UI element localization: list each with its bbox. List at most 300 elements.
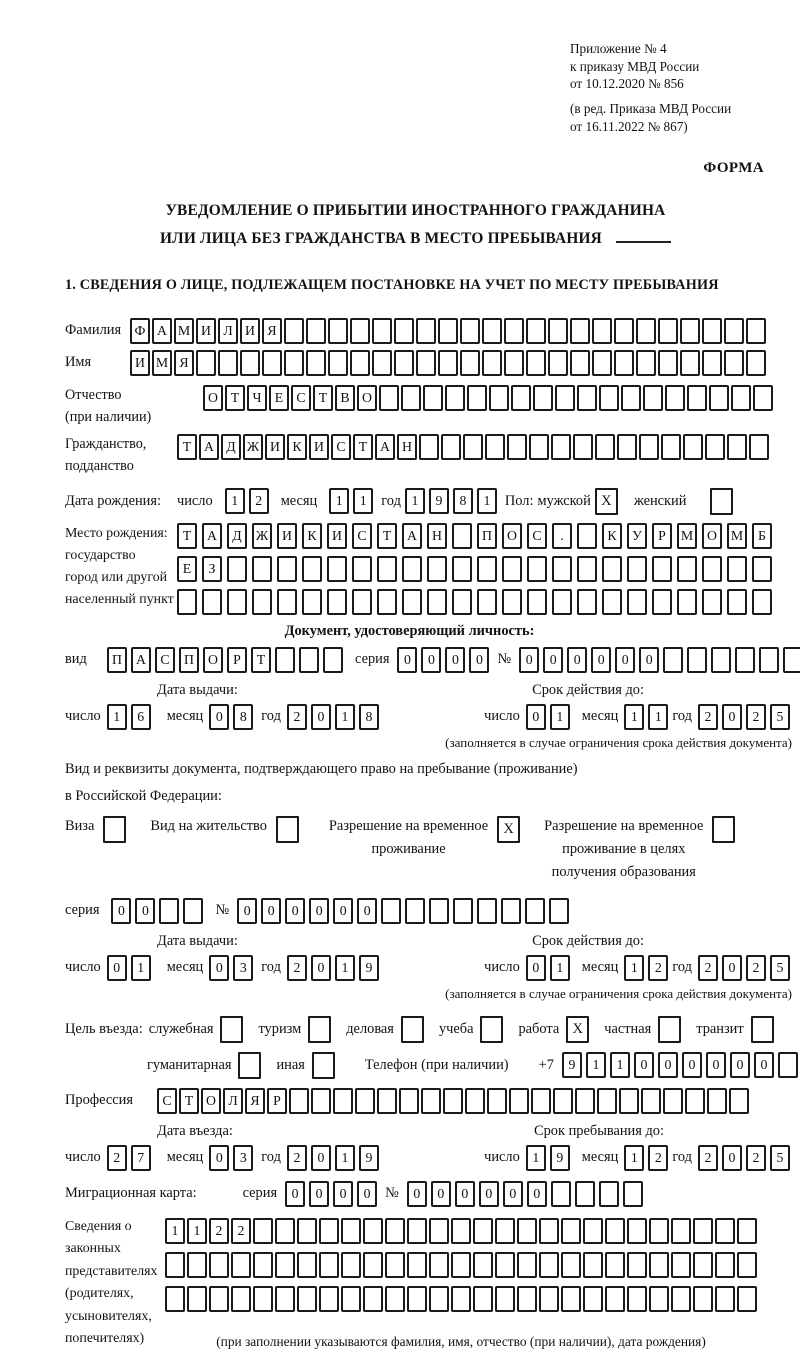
char-box[interactable]: М bbox=[174, 318, 194, 344]
char-box[interactable] bbox=[262, 350, 282, 376]
char-box[interactable]: Ч bbox=[247, 385, 267, 411]
char-box[interactable] bbox=[575, 1181, 595, 1207]
char-box[interactable] bbox=[495, 1218, 515, 1244]
char-box[interactable] bbox=[746, 350, 766, 376]
char-box[interactable]: 1 bbox=[335, 704, 355, 730]
char-box[interactable]: С bbox=[527, 523, 547, 549]
char-box[interactable] bbox=[350, 318, 370, 344]
char-box[interactable]: А bbox=[402, 523, 422, 549]
char-box[interactable] bbox=[735, 647, 755, 673]
char-box[interactable]: П bbox=[179, 647, 199, 673]
char-box[interactable]: 0 bbox=[591, 647, 611, 673]
char-box[interactable] bbox=[658, 350, 678, 376]
char-box[interactable] bbox=[275, 1218, 295, 1244]
char-box[interactable]: П bbox=[477, 523, 497, 549]
char-box[interactable] bbox=[507, 434, 527, 460]
char-box[interactable]: 2 bbox=[231, 1218, 251, 1244]
char-box[interactable] bbox=[602, 556, 622, 582]
char-box[interactable]: 1 bbox=[405, 488, 425, 514]
char-box[interactable]: 2 bbox=[287, 704, 307, 730]
char-box[interactable] bbox=[319, 1286, 339, 1312]
char-box[interactable] bbox=[441, 434, 461, 460]
char-box[interactable] bbox=[526, 350, 546, 376]
char-box[interactable]: 0 bbox=[285, 1181, 305, 1207]
char-box[interactable] bbox=[333, 1088, 353, 1114]
char-box[interactable]: О bbox=[702, 523, 722, 549]
char-box[interactable]: С bbox=[155, 647, 175, 673]
char-box[interactable]: 2 bbox=[209, 1218, 229, 1244]
char-box[interactable]: А bbox=[152, 318, 172, 344]
entry-year[interactable] bbox=[287, 1145, 379, 1171]
char-box[interactable]: 0 bbox=[107, 955, 127, 981]
char-box[interactable]: 0 bbox=[469, 647, 489, 673]
char-box[interactable] bbox=[421, 1088, 441, 1114]
char-box[interactable] bbox=[639, 434, 659, 460]
char-box[interactable]: Ж bbox=[243, 434, 263, 460]
char-box[interactable]: К bbox=[287, 434, 307, 460]
char-box[interactable]: А bbox=[131, 647, 151, 673]
char-box[interactable]: 1 bbox=[550, 704, 570, 730]
char-box[interactable] bbox=[509, 1088, 529, 1114]
char-box[interactable] bbox=[355, 1088, 375, 1114]
char-box[interactable] bbox=[341, 1286, 361, 1312]
char-box[interactable]: Л bbox=[218, 318, 238, 344]
char-box[interactable]: 2 bbox=[698, 955, 718, 981]
char-box[interactable] bbox=[275, 1286, 295, 1312]
char-box[interactable]: 2 bbox=[648, 955, 668, 981]
char-box[interactable] bbox=[619, 1088, 639, 1114]
char-box[interactable]: 0 bbox=[706, 1052, 726, 1078]
profession-boxes[interactable] bbox=[157, 1088, 749, 1114]
char-box[interactable]: . bbox=[552, 523, 572, 549]
char-box[interactable]: Т bbox=[313, 385, 333, 411]
char-box[interactable] bbox=[737, 1218, 757, 1244]
char-box[interactable]: Д bbox=[227, 523, 247, 549]
char-box[interactable] bbox=[577, 385, 597, 411]
char-box[interactable] bbox=[218, 350, 238, 376]
char-box[interactable]: 8 bbox=[359, 704, 379, 730]
char-box[interactable] bbox=[463, 434, 483, 460]
char-box[interactable]: У bbox=[627, 523, 647, 549]
residence-valid-month[interactable] bbox=[624, 955, 668, 981]
char-box[interactable] bbox=[724, 350, 744, 376]
char-box[interactable] bbox=[652, 556, 672, 582]
char-box[interactable] bbox=[451, 1286, 471, 1312]
migration-number-boxes[interactable] bbox=[407, 1181, 643, 1207]
char-box[interactable]: Т bbox=[225, 385, 245, 411]
char-box[interactable] bbox=[663, 1088, 683, 1114]
char-box[interactable]: 0 bbox=[455, 1181, 475, 1207]
char-box[interactable] bbox=[401, 385, 421, 411]
char-box[interactable] bbox=[306, 318, 326, 344]
char-box[interactable] bbox=[561, 1286, 581, 1312]
char-box[interactable]: Я bbox=[174, 350, 194, 376]
char-box[interactable] bbox=[416, 318, 436, 344]
char-box[interactable]: 3 bbox=[233, 955, 253, 981]
char-box[interactable] bbox=[531, 1088, 551, 1114]
char-box[interactable] bbox=[597, 1088, 617, 1114]
char-box[interactable]: Р bbox=[267, 1088, 287, 1114]
char-box[interactable] bbox=[577, 523, 597, 549]
char-box[interactable]: А bbox=[375, 434, 395, 460]
char-box[interactable] bbox=[385, 1252, 405, 1278]
char-box[interactable] bbox=[680, 318, 700, 344]
char-box[interactable] bbox=[671, 1286, 691, 1312]
char-box[interactable]: 1 bbox=[107, 704, 127, 730]
char-box[interactable] bbox=[577, 556, 597, 582]
char-box[interactable] bbox=[352, 589, 372, 615]
char-box[interactable] bbox=[504, 350, 524, 376]
char-box[interactable] bbox=[381, 898, 401, 924]
sex-male-checkbox[interactable]: X bbox=[595, 488, 618, 515]
char-box[interactable] bbox=[352, 556, 372, 582]
char-box[interactable]: 0 bbox=[634, 1052, 654, 1078]
char-box[interactable]: Я bbox=[262, 318, 282, 344]
char-box[interactable] bbox=[592, 350, 612, 376]
entry-day[interactable] bbox=[107, 1145, 151, 1171]
char-box[interactable] bbox=[419, 434, 439, 460]
char-box[interactable]: 0 bbox=[722, 704, 742, 730]
char-box[interactable] bbox=[746, 318, 766, 344]
char-box[interactable] bbox=[727, 434, 747, 460]
char-box[interactable] bbox=[502, 556, 522, 582]
char-box[interactable] bbox=[209, 1252, 229, 1278]
char-box[interactable] bbox=[252, 556, 272, 582]
char-box[interactable]: 8 bbox=[453, 488, 473, 514]
char-box[interactable] bbox=[482, 350, 502, 376]
residence-number-boxes[interactable] bbox=[237, 898, 569, 924]
char-box[interactable] bbox=[319, 1252, 339, 1278]
char-box[interactable] bbox=[551, 1181, 571, 1207]
identity-issue-day[interactable] bbox=[107, 704, 151, 730]
char-box[interactable] bbox=[451, 1218, 471, 1244]
char-box[interactable] bbox=[429, 1252, 449, 1278]
char-box[interactable] bbox=[379, 385, 399, 411]
char-box[interactable] bbox=[552, 589, 572, 615]
char-box[interactable]: 0 bbox=[421, 647, 441, 673]
char-box[interactable] bbox=[394, 350, 414, 376]
char-box[interactable]: 0 bbox=[261, 898, 281, 924]
char-box[interactable] bbox=[583, 1252, 603, 1278]
char-box[interactable]: П bbox=[107, 647, 127, 673]
char-box[interactable]: 2 bbox=[746, 955, 766, 981]
char-box[interactable]: 0 bbox=[209, 955, 229, 981]
char-box[interactable]: 9 bbox=[550, 1145, 570, 1171]
char-box[interactable]: 1 bbox=[225, 488, 245, 514]
char-box[interactable]: М bbox=[677, 523, 697, 549]
char-box[interactable]: 0 bbox=[311, 1145, 331, 1171]
char-box[interactable]: 0 bbox=[479, 1181, 499, 1207]
residence-issue-year[interactable] bbox=[287, 955, 379, 981]
char-box[interactable] bbox=[350, 350, 370, 376]
char-box[interactable]: С bbox=[352, 523, 372, 549]
char-box[interactable] bbox=[517, 1252, 537, 1278]
char-box[interactable] bbox=[570, 318, 590, 344]
char-box[interactable] bbox=[275, 647, 295, 673]
purpose-tourism-checkbox[interactable] bbox=[308, 1016, 331, 1043]
char-box[interactable]: 0 bbox=[333, 898, 353, 924]
char-box[interactable] bbox=[561, 1252, 581, 1278]
char-box[interactable] bbox=[427, 589, 447, 615]
char-box[interactable] bbox=[702, 589, 722, 615]
char-box[interactable] bbox=[595, 434, 615, 460]
char-box[interactable] bbox=[416, 350, 436, 376]
char-box[interactable] bbox=[407, 1252, 427, 1278]
residence-valid-year[interactable] bbox=[698, 955, 790, 981]
char-box[interactable] bbox=[202, 589, 222, 615]
char-box[interactable]: 0 bbox=[285, 898, 305, 924]
char-box[interactable] bbox=[570, 350, 590, 376]
char-box[interactable] bbox=[652, 589, 672, 615]
residence-issue-day[interactable] bbox=[107, 955, 151, 981]
char-box[interactable] bbox=[687, 385, 707, 411]
char-box[interactable] bbox=[460, 350, 480, 376]
char-box[interactable]: 6 bbox=[131, 704, 151, 730]
char-box[interactable] bbox=[227, 556, 247, 582]
char-box[interactable] bbox=[299, 647, 319, 673]
temp-residence-checkbox[interactable]: X bbox=[497, 816, 520, 843]
char-box[interactable] bbox=[311, 1088, 331, 1114]
char-box[interactable]: А bbox=[199, 434, 219, 460]
char-box[interactable] bbox=[549, 898, 569, 924]
char-box[interactable]: 0 bbox=[357, 1181, 377, 1207]
char-box[interactable]: 0 bbox=[135, 898, 155, 924]
char-box[interactable] bbox=[605, 1252, 625, 1278]
char-box[interactable] bbox=[453, 898, 473, 924]
char-box[interactable] bbox=[702, 318, 722, 344]
char-box[interactable]: 0 bbox=[311, 955, 331, 981]
char-box[interactable] bbox=[445, 385, 465, 411]
identity-valid-month[interactable] bbox=[624, 704, 668, 730]
char-box[interactable]: 1 bbox=[477, 488, 497, 514]
char-box[interactable] bbox=[680, 350, 700, 376]
char-box[interactable] bbox=[253, 1252, 273, 1278]
residence-permit-checkbox[interactable] bbox=[276, 816, 299, 843]
identity-issue-month[interactable] bbox=[209, 704, 253, 730]
char-box[interactable] bbox=[715, 1218, 735, 1244]
char-box[interactable] bbox=[277, 556, 297, 582]
char-box[interactable]: 8 bbox=[233, 704, 253, 730]
char-box[interactable] bbox=[727, 589, 747, 615]
char-box[interactable] bbox=[363, 1286, 383, 1312]
char-box[interactable]: 0 bbox=[333, 1181, 353, 1207]
char-box[interactable] bbox=[227, 589, 247, 615]
char-box[interactable]: И bbox=[240, 318, 260, 344]
char-box[interactable]: О bbox=[357, 385, 377, 411]
identity-valid-day[interactable] bbox=[526, 704, 570, 730]
char-box[interactable] bbox=[377, 589, 397, 615]
char-box[interactable]: 0 bbox=[526, 704, 546, 730]
char-box[interactable]: 3 bbox=[233, 1145, 253, 1171]
char-box[interactable] bbox=[385, 1286, 405, 1312]
char-box[interactable] bbox=[641, 1088, 661, 1114]
char-box[interactable]: 0 bbox=[407, 1181, 427, 1207]
char-box[interactable] bbox=[592, 318, 612, 344]
char-box[interactable] bbox=[306, 350, 326, 376]
representatives-row2[interactable] bbox=[165, 1252, 757, 1278]
char-box[interactable]: 2 bbox=[107, 1145, 127, 1171]
char-box[interactable]: 2 bbox=[746, 704, 766, 730]
char-box[interactable] bbox=[661, 434, 681, 460]
char-box[interactable] bbox=[477, 898, 497, 924]
char-box[interactable]: 0 bbox=[639, 647, 659, 673]
patronymic-boxes[interactable] bbox=[203, 385, 773, 411]
char-box[interactable]: 0 bbox=[209, 1145, 229, 1171]
char-box[interactable] bbox=[599, 385, 619, 411]
char-box[interactable] bbox=[749, 434, 769, 460]
char-box[interactable]: И bbox=[277, 523, 297, 549]
char-box[interactable] bbox=[341, 1218, 361, 1244]
char-box[interactable]: 0 bbox=[722, 1145, 742, 1171]
char-box[interactable] bbox=[473, 1218, 493, 1244]
char-box[interactable] bbox=[778, 1052, 798, 1078]
char-box[interactable]: 1 bbox=[526, 1145, 546, 1171]
char-box[interactable]: 2 bbox=[287, 955, 307, 981]
char-box[interactable]: 1 bbox=[586, 1052, 606, 1078]
char-box[interactable] bbox=[284, 318, 304, 344]
char-box[interactable] bbox=[473, 1252, 493, 1278]
char-box[interactable] bbox=[665, 385, 685, 411]
char-box[interactable] bbox=[671, 1218, 691, 1244]
purpose-study-checkbox[interactable] bbox=[480, 1016, 503, 1043]
char-box[interactable]: И bbox=[130, 350, 150, 376]
char-box[interactable] bbox=[165, 1252, 185, 1278]
char-box[interactable]: 0 bbox=[445, 647, 465, 673]
char-box[interactable]: 7 bbox=[131, 1145, 151, 1171]
char-box[interactable]: Д bbox=[221, 434, 241, 460]
char-box[interactable] bbox=[467, 385, 487, 411]
char-box[interactable] bbox=[240, 350, 260, 376]
char-box[interactable]: 2 bbox=[249, 488, 269, 514]
char-box[interactable] bbox=[451, 1252, 471, 1278]
char-box[interactable] bbox=[319, 1218, 339, 1244]
char-box[interactable] bbox=[605, 1218, 625, 1244]
char-box[interactable]: Т bbox=[177, 434, 197, 460]
char-box[interactable] bbox=[693, 1218, 713, 1244]
char-box[interactable] bbox=[731, 385, 751, 411]
char-box[interactable]: 1 bbox=[624, 704, 644, 730]
stay-month[interactable] bbox=[624, 1145, 668, 1171]
birth-place-row1[interactable] bbox=[177, 523, 772, 549]
char-box[interactable] bbox=[548, 318, 568, 344]
char-box[interactable]: О bbox=[203, 647, 223, 673]
char-box[interactable] bbox=[605, 1286, 625, 1312]
char-box[interactable]: 1 bbox=[610, 1052, 630, 1078]
char-box[interactable]: О bbox=[201, 1088, 221, 1114]
char-box[interactable] bbox=[327, 589, 347, 615]
char-box[interactable] bbox=[165, 1286, 185, 1312]
char-box[interactable]: Р bbox=[652, 523, 672, 549]
char-box[interactable]: Р bbox=[227, 647, 247, 673]
char-box[interactable]: Т bbox=[179, 1088, 199, 1114]
char-box[interactable] bbox=[253, 1218, 273, 1244]
char-box[interactable]: 0 bbox=[519, 647, 539, 673]
char-box[interactable] bbox=[495, 1286, 515, 1312]
phone-boxes[interactable] bbox=[562, 1052, 798, 1078]
char-box[interactable] bbox=[685, 1088, 705, 1114]
char-box[interactable]: 1 bbox=[165, 1218, 185, 1244]
char-box[interactable]: С bbox=[291, 385, 311, 411]
char-box[interactable]: 9 bbox=[359, 955, 379, 981]
char-box[interactable]: М bbox=[152, 350, 172, 376]
char-box[interactable]: К bbox=[602, 523, 622, 549]
char-box[interactable] bbox=[614, 350, 634, 376]
residence-valid-day[interactable] bbox=[526, 955, 570, 981]
char-box[interactable]: 9 bbox=[429, 488, 449, 514]
purpose-humanitarian-checkbox[interactable] bbox=[238, 1052, 261, 1079]
char-box[interactable] bbox=[495, 1252, 515, 1278]
char-box[interactable] bbox=[527, 556, 547, 582]
identity-seriya-boxes[interactable] bbox=[397, 647, 489, 673]
char-box[interactable] bbox=[677, 589, 697, 615]
char-box[interactable] bbox=[671, 1252, 691, 1278]
temp-residence-education-checkbox[interactable] bbox=[712, 816, 735, 843]
residence-seriya-boxes[interactable] bbox=[111, 898, 203, 924]
char-box[interactable]: 1 bbox=[624, 1145, 644, 1171]
char-box[interactable]: 0 bbox=[309, 898, 329, 924]
char-box[interactable]: 0 bbox=[682, 1052, 702, 1078]
char-box[interactable] bbox=[552, 556, 572, 582]
purpose-transit-checkbox[interactable] bbox=[751, 1016, 774, 1043]
char-box[interactable] bbox=[627, 1286, 647, 1312]
citizenship-boxes[interactable] bbox=[177, 434, 769, 460]
char-box[interactable] bbox=[399, 1088, 419, 1114]
char-box[interactable]: 0 bbox=[722, 955, 742, 981]
name-boxes[interactable] bbox=[130, 350, 766, 376]
char-box[interactable]: 5 bbox=[770, 704, 790, 730]
char-box[interactable] bbox=[209, 1286, 229, 1312]
char-box[interactable] bbox=[394, 318, 414, 344]
char-box[interactable]: 0 bbox=[209, 704, 229, 730]
char-box[interactable] bbox=[183, 898, 203, 924]
char-box[interactable]: Е bbox=[269, 385, 289, 411]
char-box[interactable] bbox=[759, 647, 779, 673]
char-box[interactable] bbox=[539, 1218, 559, 1244]
char-box[interactable] bbox=[402, 556, 422, 582]
char-box[interactable] bbox=[649, 1252, 669, 1278]
identity-valid-year[interactable] bbox=[698, 704, 790, 730]
stay-year[interactable] bbox=[698, 1145, 790, 1171]
char-box[interactable] bbox=[297, 1218, 317, 1244]
char-box[interactable] bbox=[363, 1218, 383, 1244]
char-box[interactable] bbox=[636, 318, 656, 344]
char-box[interactable] bbox=[289, 1088, 309, 1114]
char-box[interactable] bbox=[705, 434, 725, 460]
char-box[interactable] bbox=[429, 898, 449, 924]
char-box[interactable]: О bbox=[502, 523, 522, 549]
char-box[interactable] bbox=[599, 1181, 619, 1207]
char-box[interactable] bbox=[517, 1286, 537, 1312]
char-box[interactable] bbox=[583, 1286, 603, 1312]
char-box[interactable]: М bbox=[727, 523, 747, 549]
char-box[interactable] bbox=[693, 1252, 713, 1278]
char-box[interactable]: 0 bbox=[431, 1181, 451, 1207]
char-box[interactable] bbox=[715, 1252, 735, 1278]
char-box[interactable] bbox=[465, 1088, 485, 1114]
char-box[interactable] bbox=[177, 589, 197, 615]
birth-day-boxes[interactable] bbox=[225, 488, 269, 514]
char-box[interactable] bbox=[196, 350, 216, 376]
char-box[interactable]: 1 bbox=[353, 488, 373, 514]
purpose-work-checkbox[interactable]: X bbox=[566, 1016, 589, 1043]
char-box[interactable] bbox=[328, 350, 348, 376]
char-box[interactable]: 1 bbox=[329, 488, 349, 514]
char-box[interactable]: Ф bbox=[130, 318, 150, 344]
residence-issue-month[interactable] bbox=[209, 955, 253, 981]
char-box[interactable]: 9 bbox=[562, 1052, 582, 1078]
char-box[interactable]: И bbox=[309, 434, 329, 460]
char-box[interactable] bbox=[372, 350, 392, 376]
